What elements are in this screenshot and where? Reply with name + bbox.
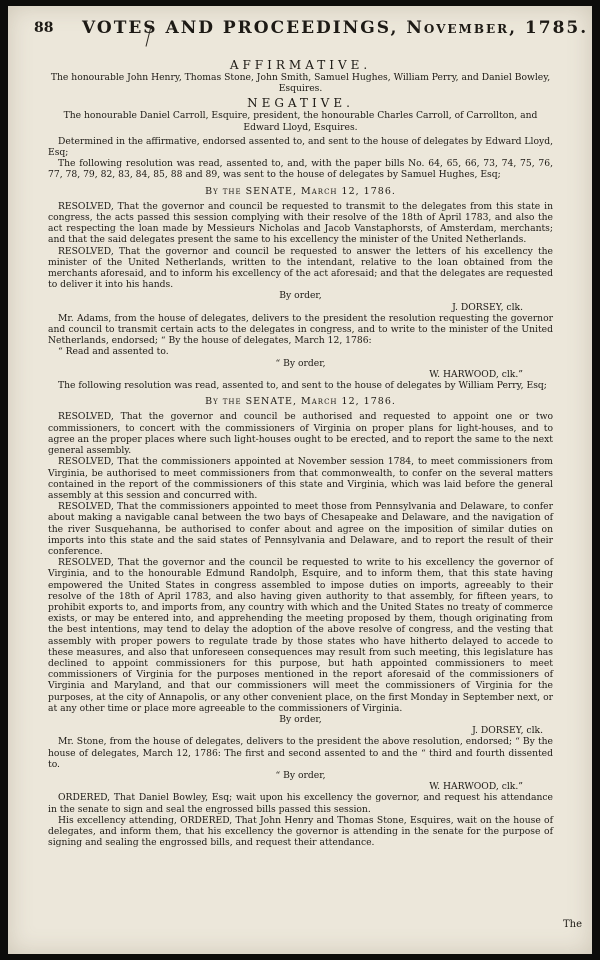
signature: J. DORSEY, clk. xyxy=(472,725,543,737)
affirmative-heading: AFFIRMATIVE. xyxy=(229,58,372,72)
senate-heading: By the SENATE, March 12, 1786. xyxy=(205,396,396,408)
signature: J. DORSEY, clk. xyxy=(452,301,523,313)
negative-names: The honourable Daniel Carroll, Esquire, president, the honourable Charles Carroll, of Carrollton, and Edward Lloyd, Esquires. xyxy=(63,110,538,133)
signature: W. HARWOOD, clk.” xyxy=(429,781,523,793)
by-order: By order, xyxy=(279,713,322,725)
affirmative-names: The honourable John Henry, Thomas Stone, John Smith, Samuel Hughes, William Perry, and Daniel Bowley, Esquires. xyxy=(50,72,551,95)
by-order: “ By order, xyxy=(275,357,326,369)
document-page xyxy=(8,6,592,954)
paragraph: Mr. Adams, from the house of delegates, delivers to the president the resolution requesting the governor and council to transmit certain acts to the delegates in congress, and to write to the minister of the United Netherlands, endorsed; “ By the house of delegates, March 12, 1786: xyxy=(48,312,553,347)
senate-heading: By the SENATE, March 12, 1786. xyxy=(205,185,396,197)
paragraph: The following resolution was read, assented to, and, with the paper bills No. 64, 65, 66, 73, 74, 75, 76, 77, 78, 79, 82, 83, 84, 85, 88 and 89, was sent to the house of delegates by Samuel Hughes, Esq; xyxy=(48,158,553,181)
resolution: RESOLVED, That the governor and council be requested to transmit to the delegates from this state in congress, the acts passed this session complying with their resolve of the 18th of April 1783, and also the act respecting the loan made by Messieurs Nicholas and Jacob Vanstaphorsts, of Amsterdam, merchants; and that the said delegates present the same to his excellency the minister of the United Netherlands. xyxy=(48,200,553,246)
page-header xyxy=(34,16,589,44)
running-title: VOTES AND PROCEEDINGS, November, 1785. xyxy=(82,18,589,38)
resolution: RESOLVED, That the governor and council be authorised and requested to appoint one or two commissioners, to concert with the commissioners of Virginia on proper plans for light-houses, and to agree an the proper places where such light-houses ought to be erected, and to report the same to the next general assembly. xyxy=(48,411,553,457)
page-number: 88 xyxy=(34,20,54,36)
paragraph: Determined in the affirmative, endorsed assented to, and sent to the house of delegates by Edward Lloyd, Esq; xyxy=(48,135,553,159)
resolution: RESOLVED, That the commissioners appointed to meet those from Pennsylvania and Delaware, to confer about making a navigable canal between the two bays of Chesapeake and Delaware, and the navigation of the river Susquehanna, be authorised to confer about and agree on the imposition of similar duties on imports into this state and the said states of Pennsylvania and Delaware, and to report the result of their conference. xyxy=(48,501,553,557)
resolution: RESOLVED, That the governor and the council be requested to write to his excellency the governor of Virginia, and to the honourable Edmund Randolph, Esquire, and to inform them, that this state having empowered the United States in congress assembled to impose duties on imports, agreeably to their resolve of the 18th of April 1783, and also having given authority to that assembly, for fifteen years, to prohibit exports to, and imports from, any country with which and the United States no treaty of commerce exists, or may be entered into, and apprehending the meeting proposed by them, though originating from the best intentions, may tend to delay the adoption of the above resolve of congress, and the vesting that assembly with proper powers to regulate trade by those states who have hitherto delayed to accede to these measures, and also that unforeseen consequences may result from such meeting, this legislature has declined to appoint commissioners for this purpose, but hath appointed commissioners to meet commissioners of Virginia for the purposes mentioned in the report aforesaid of the commissioners of Virginia and Maryland, and that our commissioners will meet the commissioners of Virginia for the purposes, at the city of Annapolis, or any other convenient place, on the first Monday in September next, or at any other time or place more agreeable to the commissioners of Virginia. xyxy=(48,557,553,714)
page-body xyxy=(48,58,553,848)
negative-heading: NEGATIVE. xyxy=(247,96,354,111)
by-order: By order, xyxy=(279,290,322,302)
catchword: The xyxy=(562,919,582,930)
by-order: “ By order, xyxy=(275,769,326,781)
paragraph: The following resolution was read, assented to, and sent to the house of delegates by William Perry, Esq; xyxy=(58,380,547,392)
signature: W. HARWOOD, clk.” xyxy=(429,368,523,380)
paragraph: “ Read and assented to. xyxy=(58,346,169,358)
resolution: RESOLVED, That the governor and council be requested to answer the letters of his excellency the minister of the United Netherlands, written to the intendant, relative to the loan obtained from the merchants aforesaid, and to inform his excellency of the act aforesaid; and that the delegates are requested to deliver it into his hands. xyxy=(48,245,553,291)
paragraph: Mr. Stone, from the house of delegates, delivers to the president the above resolution, endorsed; “ By the house of delegates, March 12, 1786: The first and second assented to and the “ third and fourth dissented to. xyxy=(48,736,553,770)
paragraph: ORDERED, That Daniel Bowley, Esq; wait upon his excellency the governor, and request his attendance in the senate to sign and seal the engrossed bills passed this session. xyxy=(48,792,553,815)
resolution: RESOLVED, That the commissioners appointed at November session 1784, to meet commissioners from Virginia, be authorised to meet commissioners from that commonwealth, to confer on the several matters contained in the report of the commissioners of this state and Virginia, which was laid before the general assembly at this session and concurred with. xyxy=(48,456,553,501)
paragraph: His excellency attending, ORDERED, That John Henry and Thomas Stone, Esquires, wait on the house of delegates, and inform them, that his excellency the governor is attending in the senate for the purpose of signing and sealing the engrossed bills, and request their attendance. xyxy=(48,814,553,849)
